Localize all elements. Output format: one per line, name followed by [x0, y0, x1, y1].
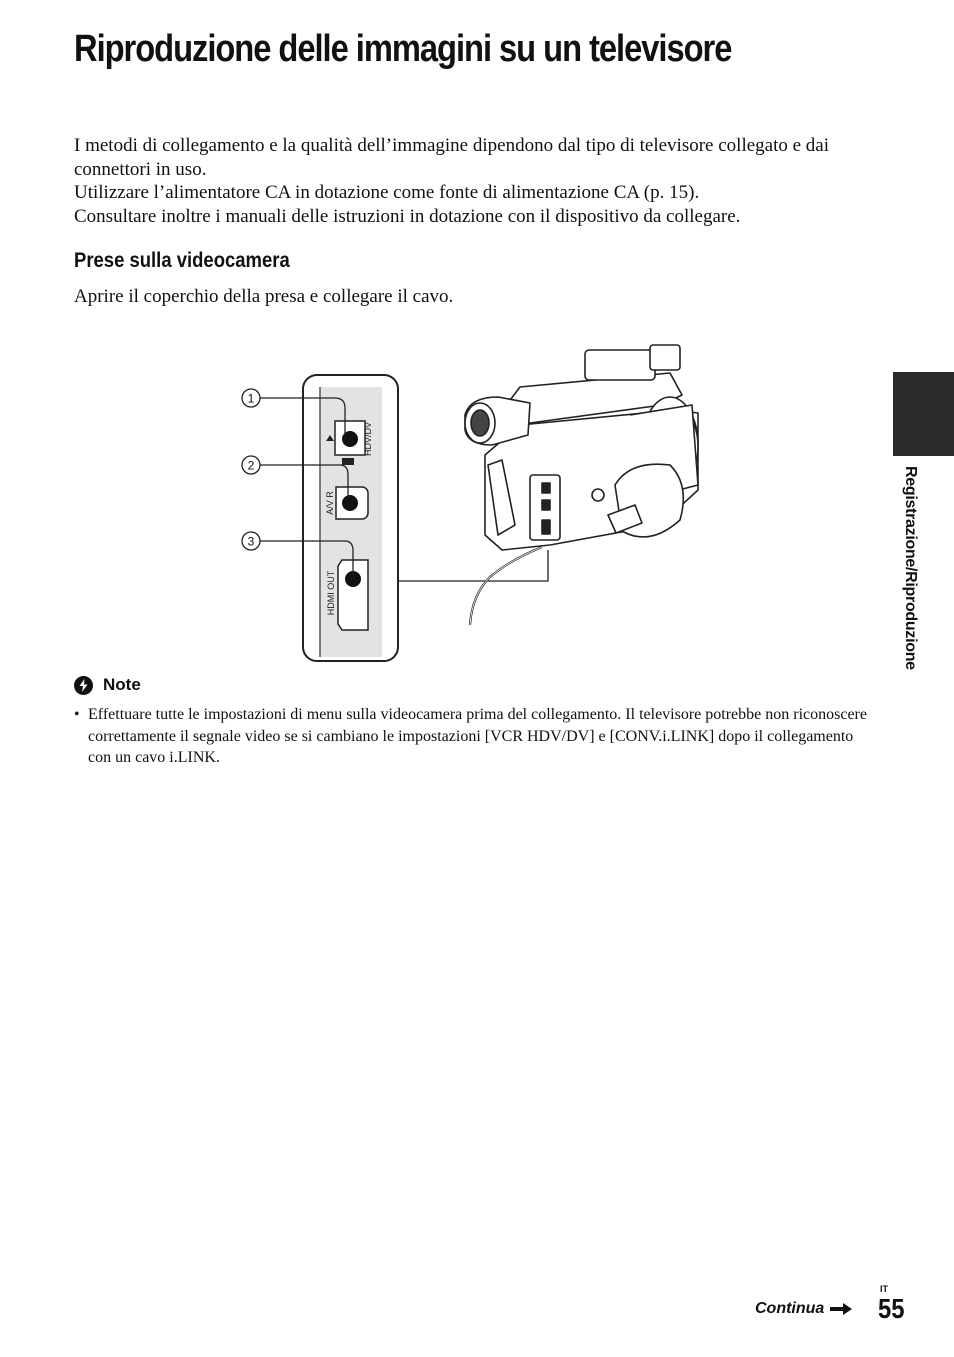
- svg-text:2: 2: [247, 458, 255, 473]
- jack-label-hdmi-out: HDMI OUT: [326, 570, 336, 616]
- svg-text:1: 1: [247, 391, 255, 406]
- continue-indicator: [755, 1300, 852, 1318]
- page-title: Riproduzione delle immagini su un televisore: [74, 28, 732, 70]
- section-side-label: [893, 466, 921, 704]
- callout-1: [242, 389, 260, 407]
- intro-text: [74, 134, 874, 228]
- note-item: • Effettuare tutte le impostazioni di menu sulla videocamera prima del collegamento. Il televisore potrebbe non riconoscere correttamente il segnale video se si cambiano le impostazioni [VCR HDV/DV] e [CONV.i.LINK] dopo il collegamento con un cavo i.LINK.: [74, 704, 874, 769]
- language-code: IT: [880, 1284, 888, 1294]
- page-number: 55: [878, 1293, 905, 1324]
- svg-text:3: 3: [247, 534, 255, 549]
- section-side-label-text: Registrazione/Riproduzione: [902, 466, 919, 670]
- camera-jacks-illustration: [230, 335, 710, 675]
- note-heading: [74, 675, 141, 695]
- intro-paragraph: Utilizzare l’alimentatore CA in dotazione come fonte di alimentazione CA (p. 15).: [74, 182, 700, 203]
- jack-label-av-r: A/V R: [325, 491, 335, 515]
- camcorder-drawing: [465, 345, 698, 550]
- section-heading: Prese sulla videocamera: [74, 249, 290, 272]
- section-tab: [893, 372, 954, 456]
- intro-paragraph: I metodi di collegamento e la qualità dell’immagine dipendono dal tipo di televisore collegato e dai connettori in uso.: [74, 135, 830, 180]
- note-heading-label: Note: [103, 675, 141, 694]
- callout-2: [242, 456, 260, 474]
- note-list: [74, 704, 874, 769]
- continue-label: Continua: [755, 1300, 825, 1317]
- section-text: Aprire il coperchio della presa e collegare il cavo.: [74, 286, 454, 307]
- callout-3: [242, 532, 260, 550]
- arrow-right-icon: [830, 1303, 852, 1315]
- jack-label-hdv-dv: HDV/DV: [363, 421, 373, 457]
- intro-paragraph: Consultare inoltre i manuali delle istruzioni in dotazione con il dispositivo da collegare.: [74, 205, 741, 227]
- note-icon: [74, 676, 93, 695]
